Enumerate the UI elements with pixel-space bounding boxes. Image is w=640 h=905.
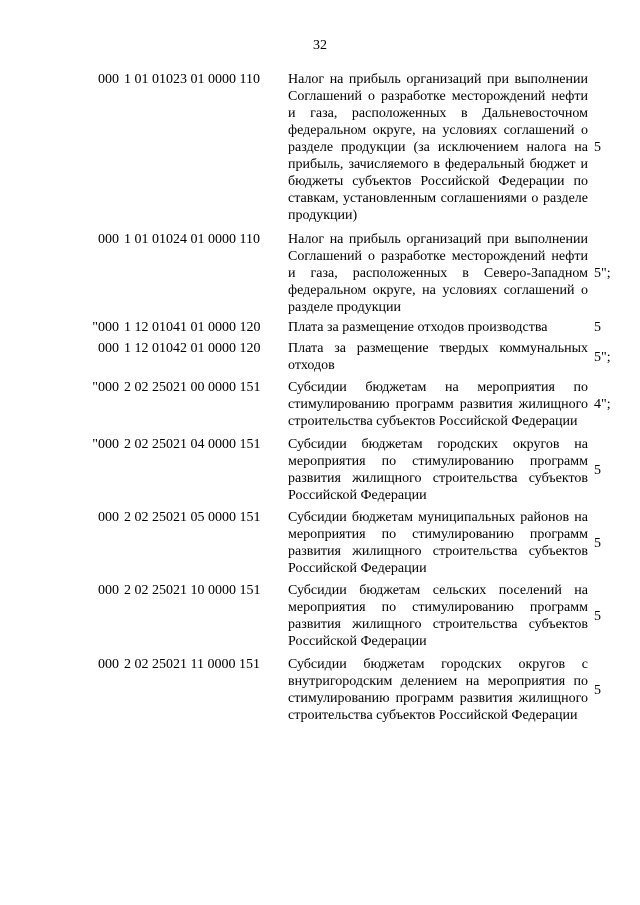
table-row — [0, 509, 640, 577]
norm-percent: 5 — [594, 682, 601, 698]
table-row — [0, 340, 640, 374]
budget-classification-code: 2 02 25021 05 0000 151 — [124, 510, 261, 525]
budget-classification-code: 1 01 01024 01 0000 110 — [124, 232, 260, 247]
admin-code: 000 — [98, 510, 119, 525]
admin-code: 000 — [98, 583, 119, 598]
norm-percent: 4"; — [594, 397, 611, 412]
revenue-name: Налог на прибыль организаций при выполнении Соглашений о разработке месторождений нефти и газа, расположенных в Дальневосточном федеральном округе, на условиях соглашений о разделе продукции (за исключением налога на прибыль, зачисляемого в федеральный бюджет и бюджеты субъектов Российской Федерации по ставкам, установленным соглашениями о разделе продукции) — [288, 72, 588, 223]
table-row — [0, 379, 640, 430]
norm-percent: 5 — [594, 462, 601, 478]
budget-classification-code: 1 01 01023 01 0000 110 — [124, 72, 260, 87]
revenue-name: Субсидии бюджетам городских округов с внутригородским делением на мероприятия по стимулированию программ развития жилищного строительства субъектов Российской Федерации — [288, 657, 588, 723]
revenue-name: Плата за размещение твердых коммунальных отходов — [288, 341, 588, 373]
revenue-name: Субсидии бюджетам муниципальных районов на мероприятия по стимулированию программ развития жилищного строительства субъектов Российской Федерации — [288, 510, 588, 576]
table-row — [0, 656, 640, 724]
admin-code: 000 — [98, 232, 119, 247]
page-number: 32 — [313, 38, 327, 53]
budget-classification-code: 2 02 25021 00 0000 151 — [124, 380, 261, 395]
norm-percent: 5"; — [594, 266, 611, 281]
budget-classification-code: 1 12 01041 01 0000 120 — [124, 320, 261, 335]
norm-percent: 5 — [594, 608, 601, 624]
norm-percent: 5"; — [594, 349, 611, 365]
admin-code: 000 — [98, 341, 119, 356]
admin-code: "000 — [92, 437, 119, 452]
budget-classification-code: 1 12 01042 01 0000 120 — [124, 341, 261, 356]
norm-percent: 5 — [594, 140, 601, 155]
revenue-name: Плата за размещение отходов производства — [288, 320, 548, 335]
revenue-name: Субсидии бюджетам городских округов на мероприятия по стимулированию программ развития жилищного строительства субъектов Российской Федерации — [288, 437, 588, 503]
budget-classification-code: 2 02 25021 11 0000 151 — [124, 657, 260, 672]
revenue-name: Налог на прибыль организаций при выполнении Соглашений о разработке месторождений нефти и газа, расположенных в Северо-Западном федеральном округе, на условиях соглашений о разделе продукции — [288, 232, 588, 315]
admin-code: 000 — [98, 657, 119, 672]
norm-percent: 5 — [594, 320, 601, 335]
budget-codes-table — [0, 71, 640, 724]
table-row — [0, 319, 640, 336]
norm-percent: 5 — [594, 535, 601, 551]
table-row — [0, 436, 640, 504]
table-row — [0, 231, 640, 316]
budget-classification-code: 2 02 25021 10 0000 151 — [124, 583, 261, 598]
budget-classification-code: 2 02 25021 04 0000 151 — [124, 437, 261, 452]
revenue-name: Субсидии бюджетам сельских поселений на мероприятия по стимулированию программ развития жилищного строительства субъектов Российской Федерации — [288, 583, 588, 649]
admin-code: "000 — [92, 380, 119, 395]
table-row — [0, 71, 640, 224]
revenue-name: Субсидии бюджетам на мероприятия по стимулированию программ развития жилищного строительства субъектов Российской Федерации — [288, 380, 588, 429]
admin-code: "000 — [92, 320, 119, 335]
admin-code: 000 — [98, 72, 119, 87]
table-row — [0, 582, 640, 650]
